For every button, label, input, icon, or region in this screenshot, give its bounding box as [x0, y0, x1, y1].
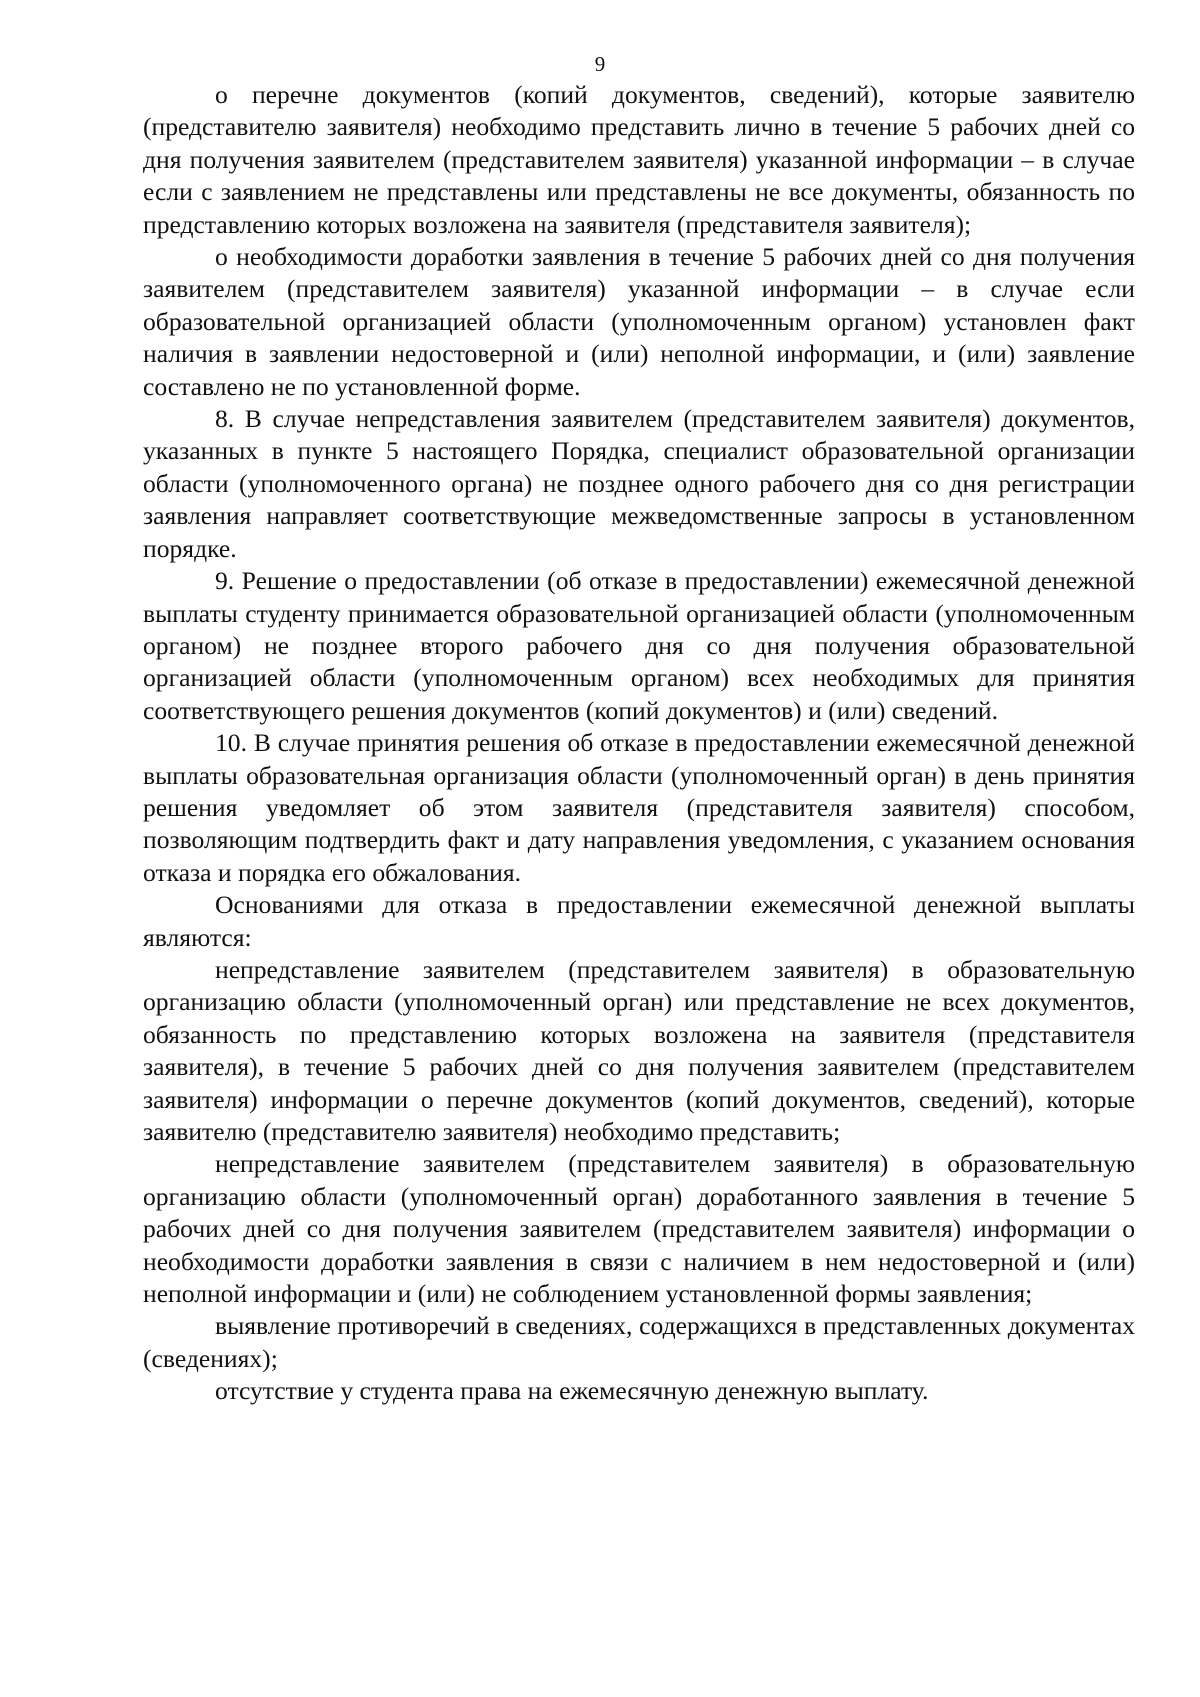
- paragraph-clause-8: 8. В случае непредставления заявителем (представителем заявителя) документов, указанных в пункте 5 настоящего Порядка, специалист образовательной организации области (уполномоченного органа) не позднее одного рабочего дня со дня регистрации заявления направляет соответствующие межведомственные запросы в установленном порядке.: [143, 404, 1135, 563]
- paragraph-clause-9: 9. Решение о предоставлении (об отказе в предоставлении) ежемесячной денежной выплаты студенту принимается образовательной организацией области (уполномоченным органом) не позднее второго рабочего дня со дня получения образовательной организацией области (уполномоченным органом) всех необходимых для принятия соответствующего решения документов (копий документов) и (или) сведений.: [143, 566, 1135, 725]
- paragraph-list-item-documents: о перечне документов (копий документов, сведений), которые заявителю (представителю заявителя) необходимо представить лично в течение 5 рабочих дней со дня получения заявителем (представителем заявителя) указанной информации – в случае если с заявлением не представлены или представлены не все документы, обязанность по представлению которых возложена на заявителя (представителя заявителя);: [143, 80, 1135, 239]
- paragraph-refusal-grounds-intro: Основаниями для отказа в предоставлении ежемесячной денежной выплаты являются:: [143, 890, 1135, 952]
- paragraph-ground-3: выявление противоречий в сведениях, содержащихся в представленных документах (сведениях);: [143, 1311, 1135, 1373]
- page-number: 9: [594, 52, 606, 76]
- paragraph-ground-4: отсутствие у студента права на ежемесячную денежную выплату.: [215, 1376, 929, 1406]
- paragraph-ground-2: непредставление заявителем (представителем заявителя) в образовательную организацию области (уполномоченный орган) доработанного заявления в течение 5 рабочих дней со дня получения заявителем (представителем заявителя) информации о необходимости доработки заявления в связи с наличием в нем недостоверной и (или) неполной информации и (или) не соблюдением установленной формы заявления;: [143, 1149, 1135, 1309]
- body-text: [143, 79, 1135, 1408]
- paragraph-ground-1: непредставление заявителем (представителем заявителя) в образовательную организацию области (уполномоченный орган) или представление не всех документов, обязанность по представлению которых возложена на заявителя (представителя заявителя), в течение 5 рабочих дней со дня получения заявителем (представителем заявителя) информации о перечне документов (копий документов, сведений), которые заявителю (представителю заявителя) необходимо представить;: [143, 954, 1135, 1146]
- paragraph-clause-10: 10. В случае принятия решения об отказе в предоставлении ежемесячной денежной выплаты образовательная организация области (уполномоченный орган) в день принятия решения уведомляет об этом заявителя (представителя заявителя) способом, позволяющим подтвердить факт и дату направления уведомления, с указанием основания отказа и порядка его обжалования.: [143, 728, 1135, 887]
- paragraph-list-item-revision: о необходимости доработки заявления в течение 5 рабочих дней со дня получения заявителем (представителем заявителя) указанной информации – в случае если образовательной организацией области (уполномоченным органом) установлен факт наличия в заявлении недостоверной и (или) неполной информации, и (или) заявление составлено не по установленной форме.: [143, 242, 1135, 401]
